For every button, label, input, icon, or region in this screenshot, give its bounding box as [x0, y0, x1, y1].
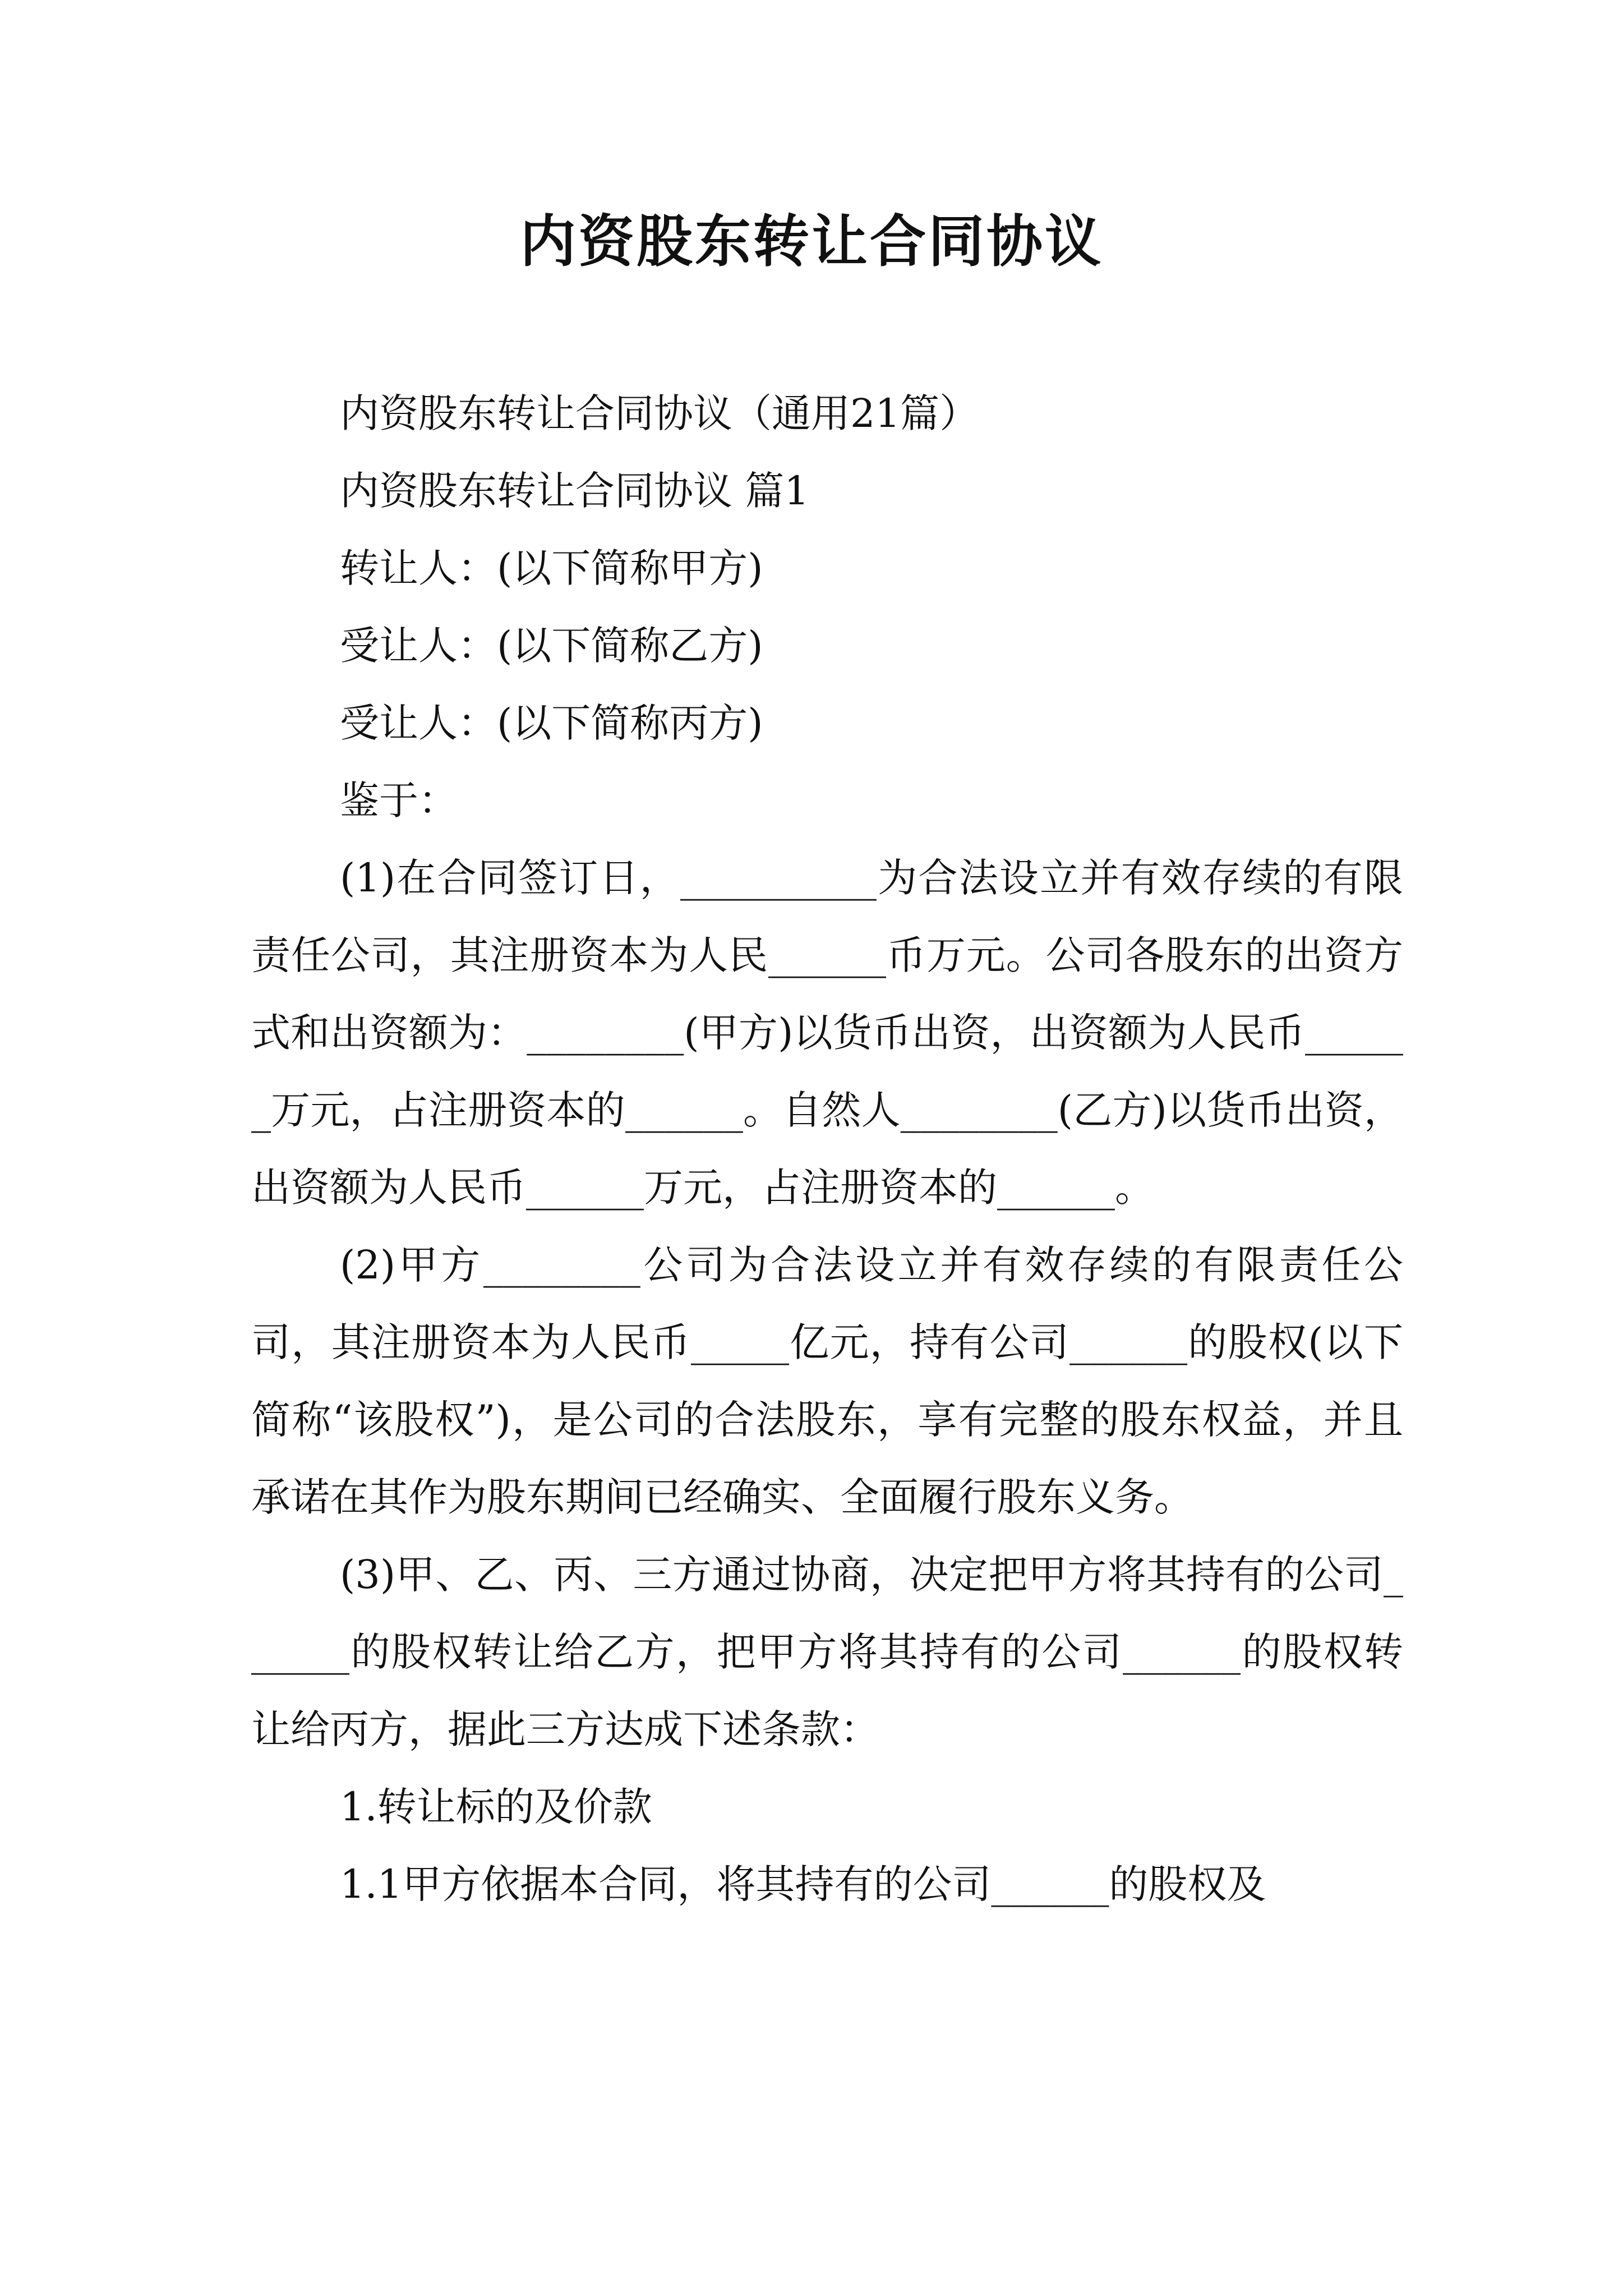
document-body — [251, 375, 1403, 1923]
paragraph-section-heading: 内资股东转让合同协议 篇1 — [340, 468, 809, 514]
paragraph-heading-1: 1.转让标的及价款 — [340, 1784, 652, 1830]
paragraph-transferor: 转让人：(以下简称甲方) — [340, 545, 763, 591]
paragraph-clause-1: (1)在合同签订日，__________为合法设立并有效存续的有限责任公司，其注册资本为人民______币万元。公司各股东的出资方式和出资额为：________(甲方)以货币出资，出资额为人民币______万元，占注册资本的______。自然人________(乙方)以货币出资，出资额为人民币______万元，占注册资本的______。 — [251, 855, 1403, 1211]
paragraph-transferee-c: 受让人：(以下简称丙方) — [340, 700, 763, 746]
paragraph-whereas: 鉴于： — [340, 777, 458, 823]
document-title: 内资股东转让合同协议 — [520, 208, 1103, 274]
paragraph-transferee-b: 受让人：(以下简称乙方) — [340, 623, 763, 669]
paragraph-clause-2: (2)甲方________公司为合法设立并有效存续的有限责任公司，其注册资本为人民币_____亿元，持有公司______的股权(以下简称“该股权”)，是公司的合法股东，享有完整的股东权益，并且承诺在其作为股东期间已经确实、全面履行股东义务。 — [251, 1242, 1403, 1520]
paragraph-item-1-1: 1.1甲方依据本合同，将其持有的公司______的股权及 — [340, 1861, 1266, 1907]
paragraph-subtitle: 内资股东转让合同协议（通用21篇） — [340, 390, 979, 436]
paragraph-clause-3: (3)甲、乙、丙、三方通过协商，决定把甲方将其持有的公司______的股权转让给乙方，把甲方将其持有的公司______的股权转让给丙方，据此三方达成下述条款： — [251, 1552, 1403, 1752]
